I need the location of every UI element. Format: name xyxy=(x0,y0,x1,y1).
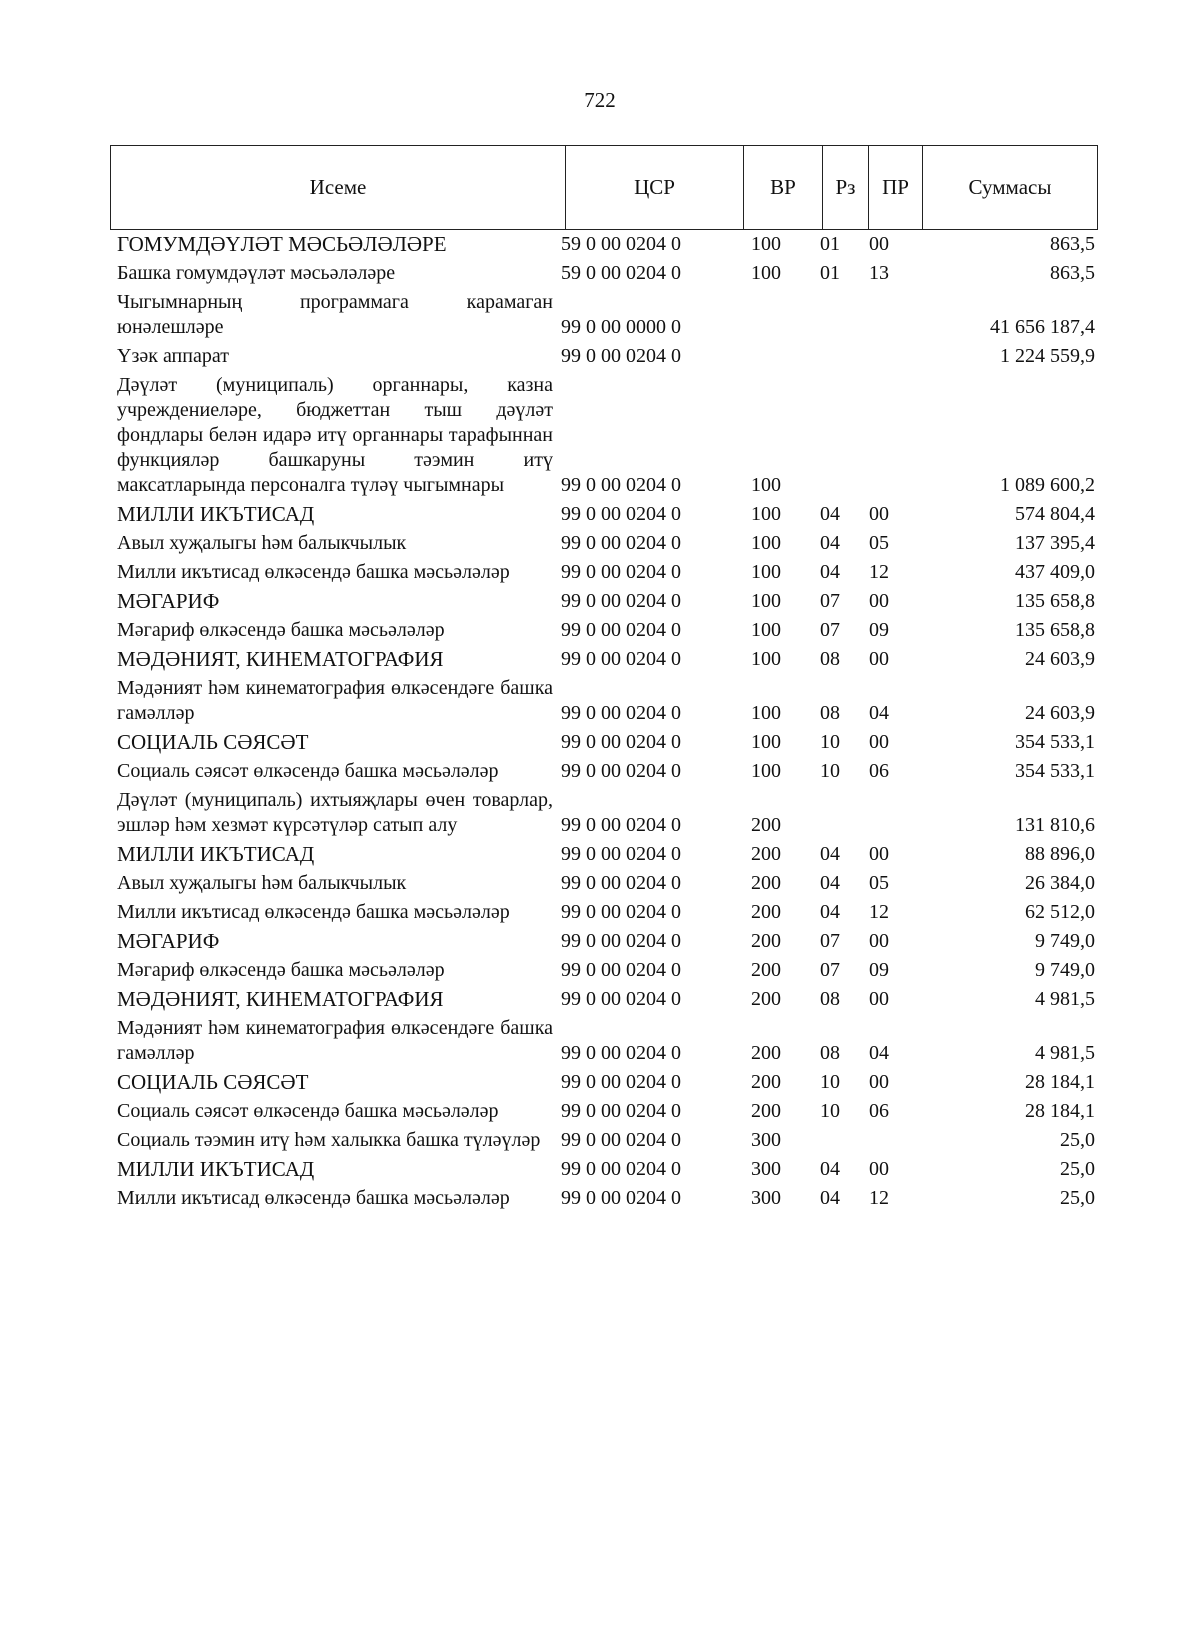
cell-vr: 200 xyxy=(751,901,781,923)
cell-name: МИЛЛИ ИКЪТИСАД xyxy=(117,842,315,866)
cell-pr: 12 xyxy=(869,561,889,583)
cell-rz: 08 xyxy=(820,988,840,1010)
table-row xyxy=(117,290,1095,340)
cell-csr: 99 0 00 0204 0 xyxy=(561,843,681,865)
cell-pr: 05 xyxy=(869,532,889,554)
cell-name: СОЦИАЛЬ СӘЯСӘТ xyxy=(117,1070,309,1094)
cell-vr: 300 xyxy=(751,1187,781,1209)
cell-sum: 863,5 xyxy=(1050,262,1095,284)
table-row xyxy=(117,373,1095,498)
cell-rz: 08 xyxy=(820,702,840,724)
cell-vr: 200 xyxy=(751,988,781,1010)
cell-name: МӘДӘНИЯТ, КИНЕМАТОГРАФИЯ xyxy=(117,987,444,1011)
cell-pr: 00 xyxy=(869,1071,889,1093)
cell-name: Дәүләт (муниципаль) органнары, казна учреждениеләре, бюджеттан тыш дәүләт фондлары белән идарә итү органнары тарафыннан функцияләр башкаруны тәэмин итү максатларында персоналга түләү чыгымнары xyxy=(117,374,553,496)
cell-csr: 99 0 00 0204 0 xyxy=(561,1071,681,1093)
cell-name: Мәдәният һәм кинематография өлкәсендәге башка гамәлләр xyxy=(117,677,553,724)
cell-sum: 25,0 xyxy=(1060,1187,1095,1209)
table-row xyxy=(117,1157,1095,1182)
table-row xyxy=(117,929,1095,954)
cell-name: Авыл хуҗалыгы һәм балыкчылык xyxy=(117,532,407,554)
cell-name: ГОМУМДӘҮЛӘТ МӘСЬӘЛӘЛӘРЕ xyxy=(117,232,447,256)
cell-sum: 1 224 559,9 xyxy=(1000,345,1095,367)
cell-rz: 01 xyxy=(820,233,840,255)
cell-vr: 200 xyxy=(751,1071,781,1093)
cell-rz: 10 xyxy=(820,1100,840,1122)
table-row xyxy=(117,730,1095,755)
cell-rz: 04 xyxy=(820,1187,840,1209)
header-vr: ВР xyxy=(744,146,823,229)
cell-sum: 26 384,0 xyxy=(1025,872,1095,894)
cell-sum: 354 533,1 xyxy=(1015,731,1095,753)
header-sum: Суммасы xyxy=(968,175,1052,199)
cell-vr: 200 xyxy=(751,930,781,952)
table-row xyxy=(117,531,1095,556)
cell-sum: 28 184,1 xyxy=(1025,1071,1095,1093)
cell-csr: 99 0 00 0204 0 xyxy=(561,648,681,670)
cell-rz: 10 xyxy=(820,760,840,782)
cell-name: Мәдәният һәм кинематография өлкәсендәге башка гамәлләр xyxy=(117,1017,553,1064)
cell-sum: 863,5 xyxy=(1050,233,1095,255)
table-row xyxy=(117,232,1095,257)
table-row xyxy=(117,1186,1095,1211)
cell-rz: 08 xyxy=(820,1042,840,1064)
table-row xyxy=(117,1016,1095,1066)
header-pr: ПР xyxy=(869,146,923,229)
cell-csr: 99 0 00 0204 0 xyxy=(561,959,681,981)
cell-name: Мәгариф өлкәсендә башка мәсьәләләр xyxy=(117,959,445,981)
cell-csr: 99 0 00 0204 0 xyxy=(561,619,681,641)
cell-vr: 200 xyxy=(751,843,781,865)
cell-vr: 100 xyxy=(751,648,781,670)
cell-csr: 99 0 00 0204 0 xyxy=(561,1042,681,1064)
cell-sum: 4 981,5 xyxy=(1035,988,1095,1010)
cell-sum: 88 896,0 xyxy=(1025,843,1095,865)
cell-vr: 100 xyxy=(751,760,781,782)
cell-sum: 24 603,9 xyxy=(1025,702,1095,724)
table-row xyxy=(117,560,1095,585)
cell-csr: 99 0 00 0204 0 xyxy=(561,872,681,894)
cell-name: Милли икътисад өлкәсендә башка мәсьәләләр xyxy=(117,1187,510,1209)
cell-name: МӘДӘНИЯТ, КИНЕМАТОГРАФИЯ xyxy=(117,647,444,671)
cell-name: СОЦИАЛЬ СӘЯСӘТ xyxy=(117,730,309,754)
cell-rz: 07 xyxy=(820,930,840,952)
table-row xyxy=(117,842,1095,867)
cell-rz: 10 xyxy=(820,1071,840,1093)
cell-pr: 05 xyxy=(869,872,889,894)
cell-vr: 200 xyxy=(751,1042,781,1064)
cell-pr: 00 xyxy=(869,988,889,1010)
cell-sum: 4 981,5 xyxy=(1035,1042,1095,1064)
cell-sum: 354 533,1 xyxy=(1015,760,1095,782)
table-row xyxy=(117,900,1095,925)
table-row xyxy=(117,958,1095,983)
cell-pr: 00 xyxy=(869,731,889,753)
cell-rz: 04 xyxy=(820,503,840,525)
cell-vr: 200 xyxy=(751,814,781,836)
cell-vr: 100 xyxy=(751,503,781,525)
cell-csr: 99 0 00 0204 0 xyxy=(561,1158,681,1180)
table-row xyxy=(117,987,1095,1012)
cell-sum: 25,0 xyxy=(1060,1158,1095,1180)
cell-csr: 99 0 00 0204 0 xyxy=(561,814,681,836)
cell-csr: 99 0 00 0000 0 xyxy=(561,316,681,338)
cell-sum: 131 810,6 xyxy=(1015,814,1095,836)
cell-name: Милли икътисад өлкәсендә башка мәсьәләләр xyxy=(117,561,510,583)
table-body xyxy=(117,232,1095,1215)
cell-csr: 99 0 00 0204 0 xyxy=(561,345,681,367)
cell-vr: 100 xyxy=(751,731,781,753)
cell-rz: 07 xyxy=(820,590,840,612)
cell-vr: 200 xyxy=(751,872,781,894)
cell-pr: 12 xyxy=(869,901,889,923)
header-rz: Рз xyxy=(823,146,869,229)
table-row xyxy=(117,871,1095,896)
cell-csr: 99 0 00 0204 0 xyxy=(561,731,681,753)
cell-sum: 62 512,0 xyxy=(1025,901,1095,923)
table-row xyxy=(117,676,1095,726)
table-row xyxy=(117,1070,1095,1095)
cell-vr: 200 xyxy=(751,959,781,981)
cell-sum: 135 658,8 xyxy=(1015,619,1095,641)
cell-sum: 574 804,4 xyxy=(1015,503,1095,525)
cell-name: Милли икътисад өлкәсендә башка мәсьәләләр xyxy=(117,901,510,923)
cell-pr: 09 xyxy=(869,619,889,641)
cell-csr: 59 0 00 0204 0 xyxy=(561,262,681,284)
table-row xyxy=(117,788,1095,838)
cell-pr: 00 xyxy=(869,590,889,612)
cell-sum: 9 749,0 xyxy=(1035,930,1095,952)
cell-sum: 135 658,8 xyxy=(1015,590,1095,612)
table-row xyxy=(117,1099,1095,1124)
table-row xyxy=(117,618,1095,643)
cell-pr: 12 xyxy=(869,1187,889,1209)
header-csr: ЦСР xyxy=(566,146,744,229)
table-row xyxy=(117,647,1095,672)
cell-vr: 100 xyxy=(751,233,781,255)
cell-pr: 00 xyxy=(869,233,889,255)
cell-csr: 99 0 00 0204 0 xyxy=(561,1129,681,1151)
cell-csr: 99 0 00 0204 0 xyxy=(561,930,681,952)
cell-csr: 99 0 00 0204 0 xyxy=(561,702,681,724)
table-row xyxy=(117,589,1095,614)
cell-sum: 137 395,4 xyxy=(1015,532,1095,554)
cell-vr: 100 xyxy=(751,532,781,554)
cell-rz: 04 xyxy=(820,872,840,894)
cell-name: МИЛЛИ ИКЪТИСАД xyxy=(117,1157,315,1181)
cell-name: Социаль сәясәт өлкәсендә башка мәсьәләләр xyxy=(117,760,499,782)
cell-csr: 99 0 00 0204 0 xyxy=(561,1187,681,1209)
cell-vr: 100 xyxy=(751,561,781,583)
table-row xyxy=(117,261,1095,286)
cell-rz: 04 xyxy=(820,1158,840,1180)
cell-sum: 41 656 187,4 xyxy=(990,316,1095,338)
cell-csr: 99 0 00 0204 0 xyxy=(561,1100,681,1122)
cell-name: Социаль тәэмин итү һәм халыкка башка түләүләр xyxy=(117,1129,541,1151)
cell-sum: 9 749,0 xyxy=(1035,959,1095,981)
cell-rz: 04 xyxy=(820,561,840,583)
cell-vr: 300 xyxy=(751,1129,781,1151)
cell-csr: 59 0 00 0204 0 xyxy=(561,233,681,255)
cell-pr: 00 xyxy=(869,1158,889,1180)
cell-rz: 10 xyxy=(820,731,840,753)
cell-rz: 07 xyxy=(820,619,840,641)
cell-csr: 99 0 00 0204 0 xyxy=(561,561,681,583)
cell-pr: 04 xyxy=(869,1042,889,1064)
cell-sum: 25,0 xyxy=(1060,1129,1095,1151)
cell-rz: 01 xyxy=(820,262,840,284)
cell-pr: 00 xyxy=(869,930,889,952)
cell-vr: 200 xyxy=(751,1100,781,1122)
cell-name: Мәгариф өлкәсендә башка мәсьәләләр xyxy=(117,619,445,641)
cell-sum: 24 603,9 xyxy=(1025,648,1095,670)
cell-csr: 99 0 00 0204 0 xyxy=(561,760,681,782)
cell-name: Үзәк аппарат xyxy=(117,345,229,367)
cell-name: МӘГАРИФ xyxy=(117,929,220,953)
cell-csr: 99 0 00 0204 0 xyxy=(561,988,681,1010)
cell-name: Авыл хуҗалыгы һәм балыкчылык xyxy=(117,872,407,894)
cell-vr: 100 xyxy=(751,474,781,496)
cell-pr: 04 xyxy=(869,702,889,724)
cell-name: Дәүләт (муниципаль) ихтыяҗлары өчен товарлар, эшләр һәм хезмәт күрсәтүләр сатып алу xyxy=(117,789,553,836)
cell-sum: 437 409,0 xyxy=(1015,561,1095,583)
cell-rz: 07 xyxy=(820,959,840,981)
table-row xyxy=(117,502,1095,527)
cell-name: Чыгымнарның программага карамаган юнәлешләре xyxy=(117,291,553,338)
cell-rz: 04 xyxy=(820,901,840,923)
cell-pr: 00 xyxy=(869,648,889,670)
cell-pr: 13 xyxy=(869,262,889,284)
cell-rz: 04 xyxy=(820,532,840,554)
cell-vr: 300 xyxy=(751,1158,781,1180)
cell-csr: 99 0 00 0204 0 xyxy=(561,503,681,525)
cell-sum: 1 089 600,2 xyxy=(1000,474,1095,496)
cell-csr: 99 0 00 0204 0 xyxy=(561,901,681,923)
cell-name: Социаль сәясәт өлкәсендә башка мәсьәләләр xyxy=(117,1100,499,1122)
header-name: Исеме xyxy=(111,146,566,229)
cell-csr: 99 0 00 0204 0 xyxy=(561,532,681,554)
cell-vr: 100 xyxy=(751,262,781,284)
cell-name: Башка гомумдәүләт мәсьәләләре xyxy=(117,262,396,284)
cell-rz: 04 xyxy=(820,843,840,865)
cell-csr: 99 0 00 0204 0 xyxy=(561,474,681,496)
table-row xyxy=(117,1128,1095,1153)
table-header xyxy=(110,145,1098,230)
cell-pr: 06 xyxy=(869,760,889,782)
table-row xyxy=(117,759,1095,784)
cell-vr: 100 xyxy=(751,702,781,724)
cell-name: МӘГАРИФ xyxy=(117,589,220,613)
cell-rz: 08 xyxy=(820,648,840,670)
cell-pr: 09 xyxy=(869,959,889,981)
cell-pr: 06 xyxy=(869,1100,889,1122)
table-row xyxy=(117,344,1095,369)
cell-pr: 00 xyxy=(869,503,889,525)
cell-sum: 28 184,1 xyxy=(1025,1100,1095,1122)
cell-csr: 99 0 00 0204 0 xyxy=(561,590,681,612)
page-number: 722 xyxy=(584,88,616,112)
cell-vr: 100 xyxy=(751,590,781,612)
cell-vr: 100 xyxy=(751,619,781,641)
cell-pr: 00 xyxy=(869,843,889,865)
cell-name: МИЛЛИ ИКЪТИСАД xyxy=(117,502,315,526)
